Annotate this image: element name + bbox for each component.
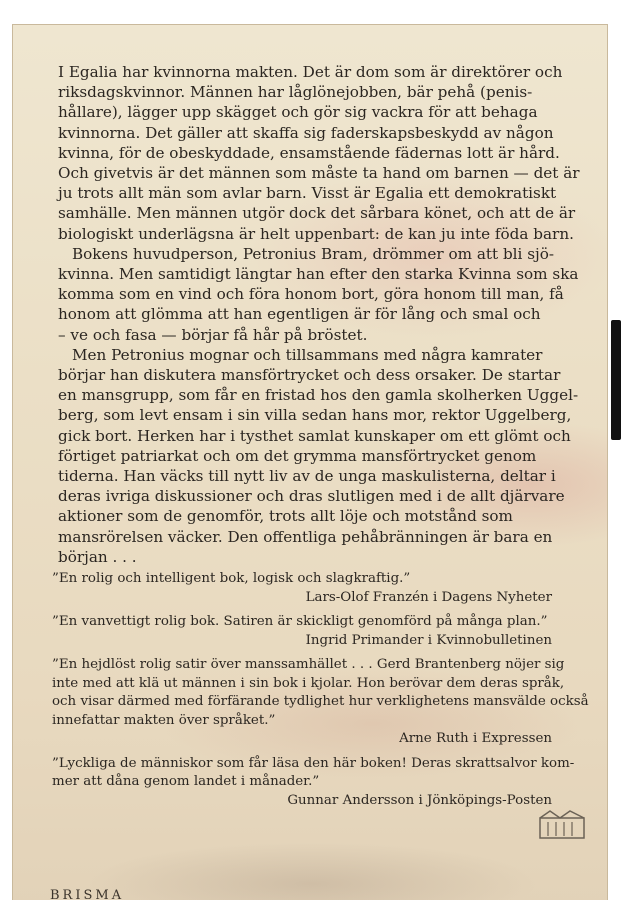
blurb-line: biologiskt underlägsna är helt uppenbart: de kan ju inte föda barn. bbox=[58, 224, 574, 243]
blurb-line: berg, som levt ensam i sin villa sedan hans mor, rektor Uggelberg, bbox=[58, 406, 572, 425]
review-quote-line: ”En hejdlöst rolig satir över manssamhället . . . Gerd Brantenberg nöjer sig bbox=[52, 657, 565, 672]
review-quote-line: mer att dåna genom landet i månader.” bbox=[52, 774, 320, 789]
cover-edge-shadow bbox=[611, 320, 621, 440]
blurb-line: kvinnorna. Det gäller att skaffa sig faderskapsbeskydd av någon bbox=[58, 123, 554, 142]
blurb-line: ju trots allt män som avlar barn. Visst är Egalia ett demokratiskt bbox=[58, 184, 557, 203]
blurb-line: tiderna. Han väcks till nytt liv av de unga maskulisterna, deltar i bbox=[58, 467, 556, 486]
blurb-line: Bokens huvudperson, Petronius Bram, drömmer om att bli sjö- bbox=[72, 244, 555, 263]
review-source: Lars-Olof Franzén i Dagens Nyheter bbox=[305, 589, 552, 605]
publisher-name: BRISMA bbox=[50, 888, 125, 900]
blurb-text bbox=[58, 62, 578, 567]
book-back-cover bbox=[12, 24, 608, 900]
blurb-line: – ve och fasa — börjar få hår på bröstet. bbox=[58, 325, 368, 344]
blurb-paragraph-3 bbox=[58, 345, 578, 567]
blurb-line: Och givetvis är det männen som måste ta hand om barnen — det är bbox=[58, 164, 580, 183]
blurb-line: deras ivriga diskussioner och dras slutligen med i de allt djärvare bbox=[58, 487, 565, 506]
blurb-line: hållare), lägger upp skägget och gör sig vackra för att behaga bbox=[58, 103, 538, 122]
blurb-line: komma som en vind och föra honom bort, göra honom till man, få bbox=[58, 285, 564, 304]
review-quotes bbox=[52, 570, 589, 816]
blurb-line: en mansgrupp, som får en fristad hos den gamla skolherken Uggel- bbox=[58, 386, 579, 405]
review-quote-line: innefattar makten över språket.” bbox=[52, 712, 276, 728]
blurb-line: förtiget patriarkat och om det grymma mansförtrycket genom bbox=[58, 446, 537, 465]
review-2 bbox=[52, 613, 552, 650]
review-1 bbox=[52, 570, 552, 607]
blurb-line: honom att glömma att han egentligen är för lång och smal och bbox=[58, 305, 541, 324]
blurb-line: början . . . bbox=[58, 547, 137, 566]
review-source: Gunnar Andersson i Jönköpings-Posten bbox=[287, 792, 552, 808]
review-source: Arne Ruth i Expressen bbox=[399, 731, 552, 746]
review-quote-line: ”En vanvettigt rolig bok. Satiren är skickligt genomförd på många plan.” bbox=[52, 614, 548, 629]
blurb-line: aktioner som de genomför, trots allt löje och motstånd som bbox=[58, 507, 513, 526]
blurb-line: I Egalia har kvinnorna makten. Det är dom som är direktörer och bbox=[58, 63, 563, 81]
blurb-line: mansrörelsen väcker. Den offentliga pehåbränningen är bara en bbox=[58, 527, 553, 546]
review-quote-line: och visar därmed med förfärande tydlighet hur verklighetens mansvälde också bbox=[52, 694, 589, 709]
blurb-line: kvinna, för de obeskyddade, ensamstående fädernas lott är hård. bbox=[58, 143, 560, 162]
review-source: Ingrid Primander i Kvinnobulletinen bbox=[305, 632, 552, 648]
blurb-line: gick bort. Herken har i tysthet samlat kunskaper om ett glömt och bbox=[58, 426, 571, 445]
review-3 bbox=[52, 656, 589, 749]
review-quote-line: ”En rolig och intelligent bok, logisk och slagkraftig.” bbox=[52, 571, 411, 586]
blurb-line: samhälle. Men männen utgör dock det sårbara könet, och att de är bbox=[58, 204, 576, 223]
blurb-line: riksdagskvinnor. Männen har låglönejobben, bär pehå (penis- bbox=[58, 83, 533, 102]
blurb-paragraph-1 bbox=[58, 62, 578, 244]
review-4 bbox=[52, 755, 575, 811]
blurb-line: börjar han diskutera mansförtrycket och dess orsaker. De startar bbox=[58, 366, 561, 385]
review-quote-line: ”Lyckliga de människor som får läsa den här boken! Deras skrattsalvor kom- bbox=[52, 755, 575, 771]
blurb-paragraph-2 bbox=[58, 244, 578, 345]
publisher-logo-icon bbox=[536, 808, 588, 842]
review-quote-line: inte med att klä ut männen i sin bok i kjolar. Hon berövar dem deras språk, bbox=[52, 675, 565, 691]
blurb-line: kvinna. Men samtidigt längtar han efter den starka Kvinna som ska bbox=[58, 265, 579, 284]
blurb-line: Men Petronius mognar och tillsammans med några kamrater bbox=[72, 345, 543, 364]
